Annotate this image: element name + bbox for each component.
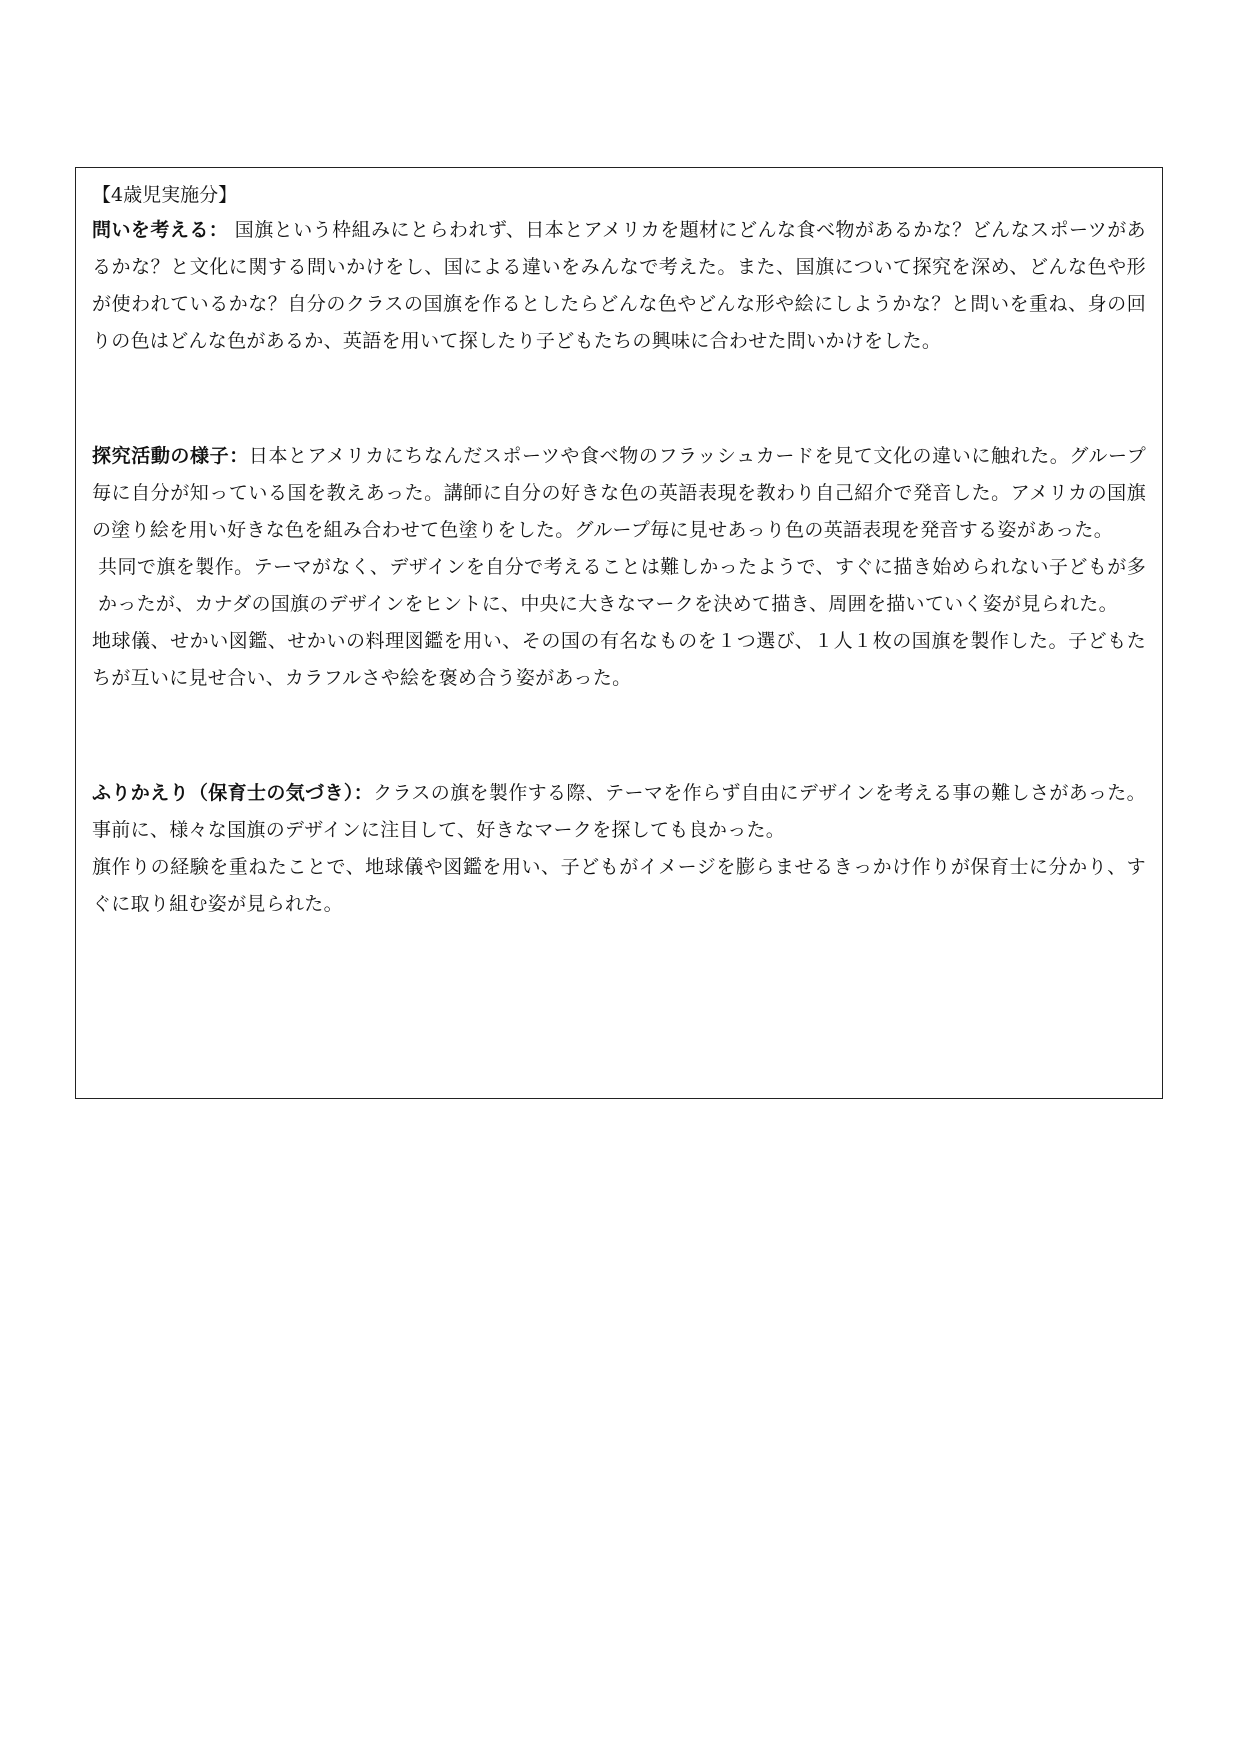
reflection-paragraph-2: 旗作りの経験を重ねたことで、地球儀や図鑑を用い、子どもがイメージを膨らませるきっかけ作りが保育士に分かり、すぐに取り組む姿が見られた。 (92, 856, 1146, 915)
activity-label: 探究活動の様子： (92, 445, 249, 467)
activity-paragraph-3: 地球儀、せかい図鑑、せかいの料理図鑑を用い、その国の有名なものを１つ選び、１人１枚の国旗を製作した。子どもたちが互いに見せ合い、カラフルさや絵を褒め合う姿があった。 (92, 630, 1146, 689)
activity-paragraph (92, 438, 1146, 549)
report-box (75, 167, 1163, 1099)
section-title: 【4歳児実施分】 (92, 184, 238, 206)
question-paragraph (92, 212, 1146, 360)
activity-paragraph-2: 共同で旗を製作。テーマがなく、デザインを自分で考えることは難しかったようで、すぐに描き始められない子どもが多かったが、カナダの国旗のデザインをヒントに、中央に大きなマークを決めて描き、周囲を描いていく姿が見られた。 (98, 556, 1146, 615)
reflection-paragraph (92, 775, 1146, 849)
reflection-label: ふりかえり（保育士の気づき）： (92, 782, 374, 804)
question-label: 問いを考える： (92, 219, 229, 241)
reflection-text: クラスの旗を製作する際、テーマを作らず自由にデザインを考える事の難しさがあった。事前に、様々な国旗のデザインに注目して、好きなマークを探しても良かった。 (92, 782, 1146, 841)
spacer (92, 697, 1146, 775)
question-text: 国旗という枠組みにとらわれず、日本とアメリカを題材にどんな食べ物があるかな？どんなスポーツがあるかな？と文化に関する問いかけをし、国による違いをみんなで考えた。また、国旗について探究を深め、どんな色や形が使われているかな？自分のクラスの国旗を作るとしたらどんな色やどんな形や絵にしようかな？と問いを重ね、身の回りの色はどんな色があるか、英語を用いて探したり子どもたちの興味に合わせた問いかけをした。 (92, 219, 1146, 352)
spacer (92, 360, 1146, 438)
activity-text: 日本とアメリカにちなんだスポーツや食べ物のフラッシュカードを見て文化の違いに触れた。グループ毎に自分が知っている国を教えあった。講師に自分の好きな色の英語表現を教わり自己紹介で発音した。アメリカの国旗の塗り絵を用い好きな色を組み合わせて色塗りをした。グループ毎に見せあっり色の英語表現を発音する姿があった。 (92, 445, 1146, 541)
